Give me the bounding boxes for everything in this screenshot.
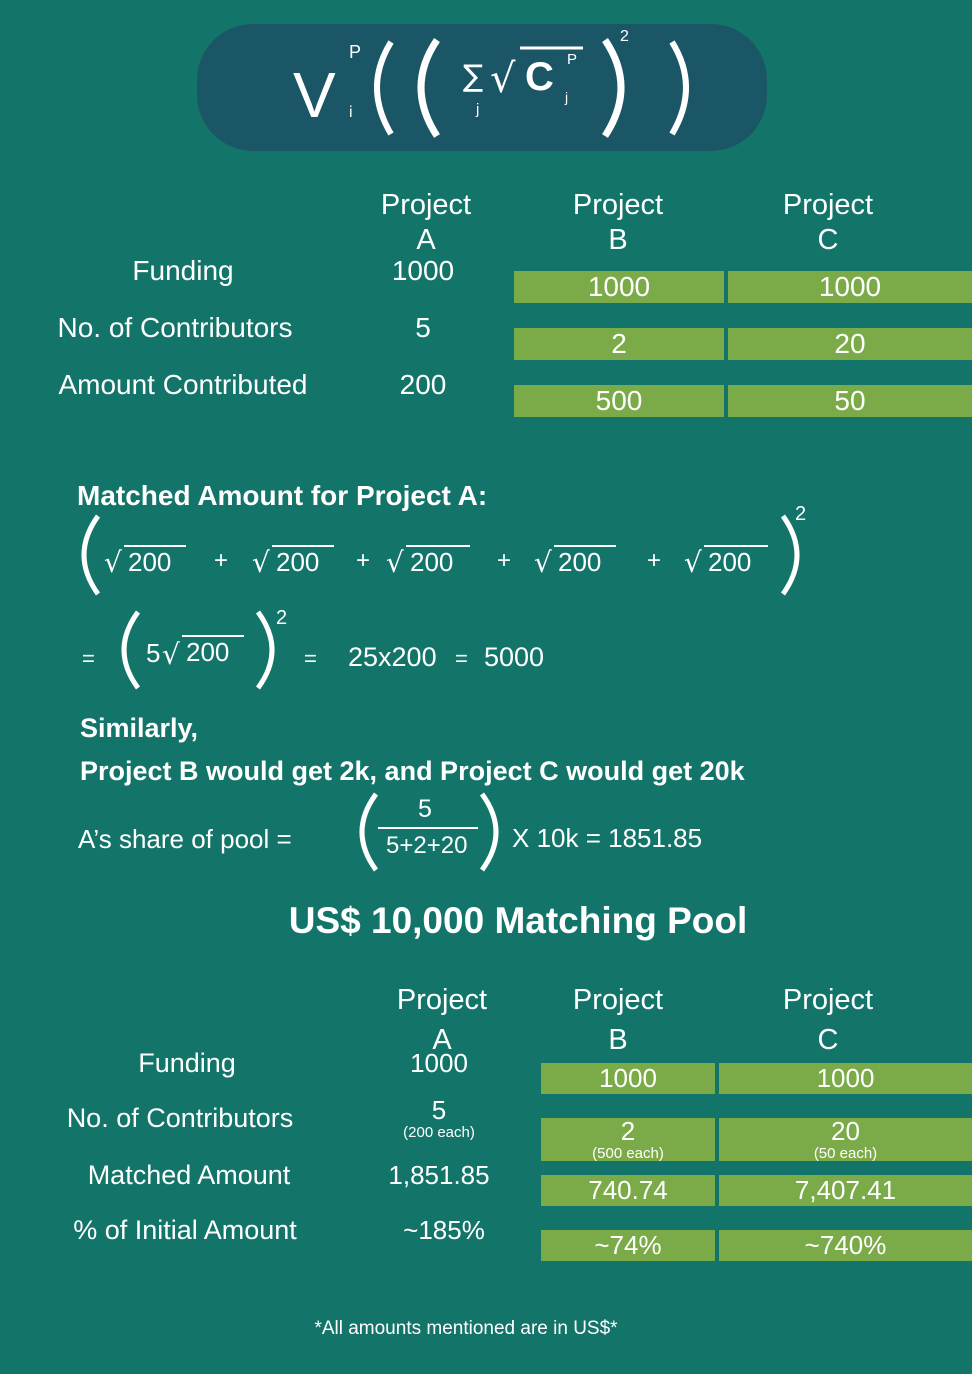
cell-value: 500 (514, 385, 724, 417)
simplify-result: 25x200 (348, 642, 437, 672)
formula-v-sup: P (349, 42, 362, 62)
radical-symbol: √ (162, 638, 180, 671)
t2-header-c-line1: Project (782, 984, 874, 1016)
cell-value (719, 1118, 972, 1161)
plus-sign: + (497, 547, 512, 574)
share-open-paren (362, 794, 376, 870)
t2-header-b-line1: Project (572, 984, 664, 1016)
cell-value: 1000 (391, 255, 455, 286)
share-result: X 10k = 1851.85 (512, 823, 703, 853)
share-denominator: 5+2+20 (386, 832, 468, 859)
t1-header-a-line2: A (416, 224, 436, 256)
t2-header-b-line2: B (608, 1024, 628, 1056)
formula-v-sub: i (349, 104, 353, 121)
formula-c-sub: j (565, 89, 569, 105)
cell-value: 1000 (719, 1063, 972, 1094)
cell-value: ~740% (719, 1230, 972, 1261)
formula-c: C (525, 55, 554, 99)
t1-header-b-line1: Project (572, 189, 664, 221)
radical-symbol: √ (252, 546, 270, 579)
root-value: 200 (410, 547, 454, 577)
similarly-text: Similarly, (80, 713, 199, 743)
cell-value: 200 (399, 369, 447, 400)
cell-value: 50 (728, 385, 972, 417)
cell-value: 1000 (541, 1063, 715, 1094)
contributors-count: 2 (620, 1116, 636, 1146)
sum-open-paren (84, 516, 98, 594)
t1-header-c-line2: C (817, 224, 839, 256)
simplify-close-paren (258, 612, 272, 688)
root-value: 200 (708, 547, 752, 577)
root-value: 200 (128, 547, 172, 577)
equals-sign: = (304, 646, 317, 671)
share-label: A’s share of pool = (78, 824, 292, 854)
table-row (4, 1214, 972, 1281)
radical-symbol: √ (104, 546, 122, 579)
share-numerator: 5 (418, 795, 432, 823)
cell-value: 20 (728, 328, 972, 360)
radical-symbol: √ (490, 56, 516, 102)
sigma-sub: j (476, 101, 480, 118)
plus-sign: + (647, 547, 662, 574)
cell-value: 1000 (410, 1047, 468, 1078)
final-value: 5000 (484, 642, 545, 672)
sigma-symbol: ∑ (463, 59, 484, 94)
t1-header-c-line1: Project (782, 189, 874, 221)
t2-header-b (558, 980, 678, 1060)
root-value: 200 (276, 547, 320, 577)
row-label: % of Initial Amount (73, 1214, 297, 1245)
root-value: 200 (186, 637, 230, 667)
contributors-each: (500 each) (592, 1145, 664, 1162)
root-term (104, 546, 186, 579)
root-term (534, 546, 616, 579)
row-label: No. of Contributors (57, 312, 293, 343)
equals-sign: = (455, 646, 468, 671)
cell-value: 1000 (514, 271, 724, 303)
plus-sign: + (356, 547, 371, 574)
cell-value: ~185% (403, 1214, 485, 1245)
row-label: No. of Contributors (66, 1102, 294, 1133)
sum-close-paren (783, 516, 797, 594)
root-term (386, 546, 470, 579)
formula-outer-exp: 2 (620, 28, 629, 45)
t1-header-b-line2: B (608, 224, 628, 256)
simplify-open-paren (124, 612, 138, 688)
coefficient: 5 (146, 638, 161, 668)
plus-sign: + (214, 547, 229, 574)
cell-value: 5 (415, 312, 431, 343)
statement-text: Project B would get 2k, and Project C would get 20k (80, 756, 745, 786)
share-close-paren (482, 794, 496, 870)
root-term (684, 546, 768, 579)
cell-value (541, 1118, 715, 1161)
cell-value (374, 1094, 504, 1141)
sum-exp: 2 (795, 503, 807, 525)
formula-c-sup: P (567, 51, 578, 68)
cell-value: 740.74 (541, 1175, 715, 1206)
cell-value: ~74% (541, 1230, 715, 1261)
t2-header-a-line1: Project (396, 984, 488, 1016)
contributors-count: 20 (831, 1116, 860, 1146)
row-label: Funding (132, 255, 234, 286)
cell-value: 2 (514, 328, 724, 360)
cell-value: 7,407.41 (719, 1175, 972, 1206)
simplify-exp: 2 (276, 607, 288, 629)
t2-header-c-line2: C (817, 1024, 839, 1056)
radical-symbol: √ (684, 546, 702, 579)
radical-symbol: √ (386, 546, 404, 579)
cell-value: 1000 (728, 271, 972, 303)
root-value: 200 (558, 547, 602, 577)
t2-header-a-line2: A (432, 1024, 452, 1056)
contributors-each: (200 each) (403, 1123, 475, 1141)
root-term (252, 546, 334, 579)
row-label: Amount Contributed (58, 369, 308, 400)
contributors-count: 5 (431, 1094, 447, 1125)
radical-symbol: √ (534, 546, 552, 579)
row-label: Matched Amount (87, 1159, 291, 1190)
footnote: *All amounts mentioned are in US$* (314, 1318, 618, 1339)
t1-header-a-line1: Project (380, 189, 472, 221)
row-label: Funding (138, 1047, 236, 1078)
equals-sign: = (82, 646, 95, 671)
formula-v: V (293, 59, 336, 131)
contributors-each: (50 each) (813, 1145, 878, 1162)
calc-heading: Matched Amount for Project A: (77, 480, 488, 511)
cell-value: 1,851.85 (388, 1159, 490, 1190)
pool-title: US$ 10,000 Matching Pool (288, 900, 748, 941)
t2-header-c (768, 980, 888, 1060)
